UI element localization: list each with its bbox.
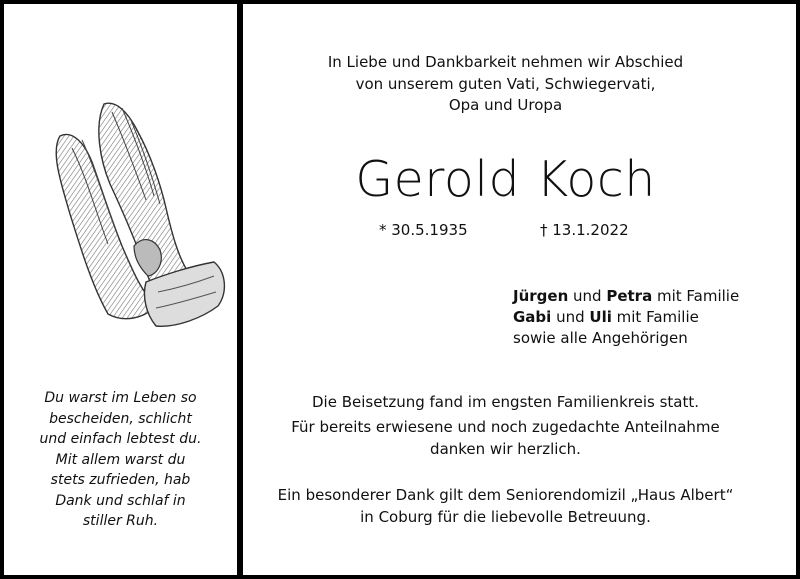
- mourners-list: [513, 286, 739, 349]
- intro-text: [243, 52, 768, 117]
- mourners-line: [513, 286, 739, 307]
- poem-line: stets zufrieden, hab: [50, 472, 191, 488]
- poem-line: Mit allem warst du: [55, 451, 186, 468]
- poem-line: Dank und schlaf in: [55, 492, 186, 509]
- mourners-line: sowie alle Angehörigen: [513, 329, 688, 347]
- intro-line: von unserem guten Vati, Schwiegervati,: [355, 74, 656, 93]
- birth-date: * 30.5.1935: [379, 221, 468, 239]
- thanks-text: [243, 416, 768, 460]
- thanks-line: Für bereits erwiesene und noch zugedachte Anteilnahme: [291, 418, 720, 436]
- death-date: † 13.1.2022: [540, 221, 629, 239]
- family-suffix: mit Familie: [611, 308, 699, 326]
- right-column: [243, 4, 796, 575]
- intro-line: Opa und Uropa: [448, 96, 563, 114]
- mourner-name: Petra: [606, 287, 653, 305]
- poem: [4, 388, 237, 532]
- conjunction: und: [551, 308, 590, 326]
- thanks-line: danken wir herzlich.: [430, 440, 581, 458]
- poem-line: Du warst im Leben so: [44, 390, 197, 406]
- deceased-name: Gerold Koch: [355, 151, 656, 208]
- left-column: [4, 4, 237, 575]
- special-thanks-line: in Coburg für die liebevolle Betreuung.: [360, 508, 651, 526]
- poem-line: stiller Ruh.: [82, 513, 159, 529]
- praying-hands-icon: [38, 96, 230, 354]
- special-thanks-line: Ein besonderer Dank gilt dem Seniorendomizil „Haus Albert“: [277, 486, 734, 504]
- intro-line: In Liebe und Dankbarkeit nehmen wir Abschied: [327, 53, 684, 71]
- special-thanks-text: [243, 484, 768, 528]
- mourner-name: Gabi: [513, 308, 552, 326]
- conjunction: und: [568, 287, 607, 305]
- mourner-name: Uli: [589, 308, 612, 326]
- burial-notice: [243, 391, 768, 413]
- family-suffix: mit Familie: [652, 287, 740, 305]
- poem-line: und einfach lebtest du.: [39, 431, 202, 447]
- mourner-name: Jürgen: [513, 287, 569, 305]
- poem-line: bescheiden, schlicht: [49, 410, 192, 427]
- burial-line: Die Beisetzung fand im engsten Familienkreis statt.: [312, 393, 699, 411]
- mourners-line: [513, 307, 739, 328]
